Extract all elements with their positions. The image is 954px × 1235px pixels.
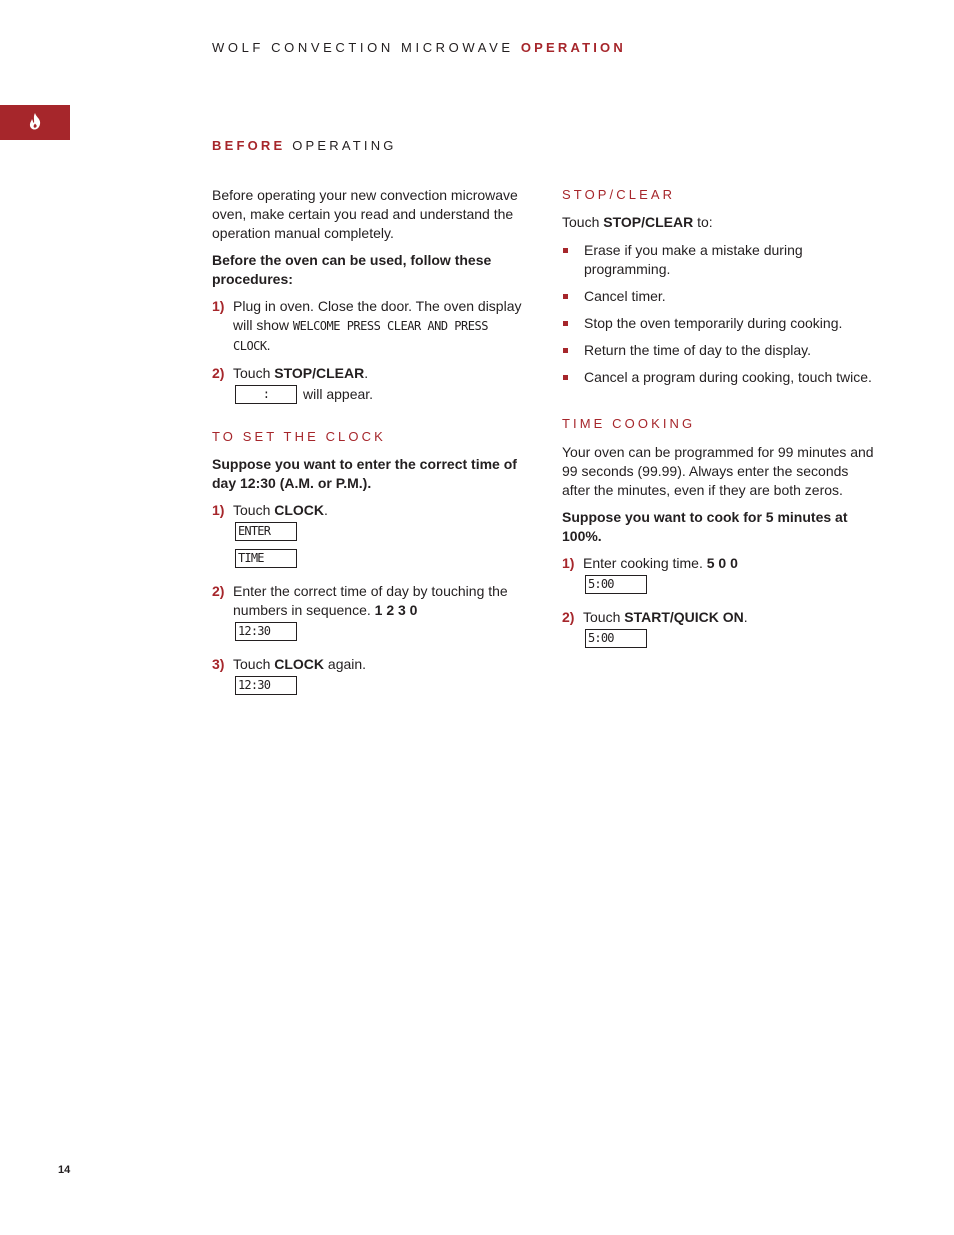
stop-clear-intro <box>562 213 878 232</box>
time-cooking-heading-text: Suppose you want to cook for 5 minutes at 100%. <box>562 509 848 544</box>
step-text <box>233 501 524 520</box>
clock-heading <box>212 455 524 493</box>
bullet-icon <box>563 321 568 326</box>
time-cooking-title: TIME COOKING <box>562 416 696 431</box>
list-item-text: Cancel timer. <box>584 288 666 304</box>
display-row <box>235 522 524 541</box>
intro-pre: Touch <box>562 214 604 230</box>
display-readout: WELCOME PRESS CLEAR AND PRESS CLOCK <box>233 319 488 353</box>
display-box: ENTER <box>235 522 297 541</box>
section-title <box>212 138 397 153</box>
display-row <box>585 629 878 648</box>
step-text <box>233 364 524 383</box>
step-number: 2) <box>212 365 225 381</box>
step-text <box>583 554 878 573</box>
flame-icon <box>28 113 42 130</box>
display-box: 12:30 <box>235 676 297 695</box>
time-cooking-heading <box>562 508 878 546</box>
step-number: 1) <box>212 298 225 314</box>
step-text-pre: Touch <box>233 656 275 672</box>
step-text <box>233 655 524 674</box>
stop-clear-title: STOP/CLEAR <box>562 187 676 202</box>
time-cooking-intro: Your oven can be programmed for 99 minutes and 99 seconds (99.99). Always enter the seconds after the minutes, even if they are both zeros. <box>562 444 874 498</box>
page-number: 14 <box>58 1164 71 1176</box>
clock-step <box>212 501 524 520</box>
section-title-rest: OPERATING <box>292 138 397 153</box>
step-key: CLOCK <box>274 502 325 518</box>
step-number: 1) <box>562 555 575 571</box>
clock-heading-text: Suppose you want to enter the correct time of day 12:30 (A.M. or P.M.). <box>212 456 517 491</box>
display-box: TIME <box>235 549 297 568</box>
step-text <box>233 297 524 356</box>
list-item <box>562 314 878 333</box>
procedures-heading <box>212 251 524 289</box>
display-row <box>585 575 878 594</box>
step-key: START/QUICK ON <box>624 609 744 625</box>
right-column <box>562 186 878 658</box>
section-tab <box>0 105 70 140</box>
step-text-post: again. <box>324 656 367 672</box>
running-header <box>212 40 626 55</box>
step-text-post: . <box>364 365 369 381</box>
procedures-heading-text: Before the oven can be used, follow these procedures: <box>212 252 492 287</box>
intro-paragraph: Before operating your new convection microwave oven, make certain you read and understand the operation manual completely. <box>212 187 518 241</box>
procedure-step <box>212 364 524 383</box>
list-item-text: Return the time of day to the display. <box>584 342 811 358</box>
step-text-post: . <box>266 337 271 353</box>
bullet-icon <box>563 248 568 253</box>
step-text-pre: Enter cooking time. <box>583 555 707 571</box>
list-item <box>562 241 878 279</box>
bullet-icon <box>563 294 568 299</box>
display-caption: will appear. <box>303 386 374 402</box>
bullet-icon <box>563 348 568 353</box>
display-box: 5:00 <box>585 575 647 594</box>
step-number: 3) <box>212 656 225 672</box>
display-box: : <box>235 385 297 404</box>
cooking-step <box>562 554 878 573</box>
list-item <box>562 341 878 360</box>
stop-clear-list <box>562 241 878 387</box>
intro-post: to: <box>693 214 713 230</box>
list-item-text: Cancel a program during cooking, touch twice. <box>584 369 872 385</box>
list-item-text: Stop the oven temporarily during cooking. <box>584 315 843 331</box>
section-title-accent: BEFORE <box>212 138 286 153</box>
step-text <box>233 582 524 620</box>
display-row <box>235 622 524 641</box>
step-number: 2) <box>212 583 225 599</box>
step-number: 2) <box>562 609 575 625</box>
step-key: STOP/CLEAR <box>274 365 365 381</box>
display-box: 12:30 <box>235 622 297 641</box>
step-key: CLOCK <box>274 656 325 672</box>
step-number: 1) <box>212 502 225 518</box>
clock-step <box>212 582 524 620</box>
header-prefix: WOLF CONVECTION MICROWAVE <box>212 40 514 55</box>
clock-step <box>212 655 524 674</box>
list-item <box>562 287 878 306</box>
step-text-pre: Enter the correct time of day by touching the numbers in sequence. <box>233 583 508 618</box>
step-text-pre: Plug in oven. Close the door. The oven display will show <box>233 298 522 333</box>
step-key: 5 0 0 <box>706 555 738 571</box>
step-text <box>583 608 878 627</box>
display-row <box>235 385 524 404</box>
bullet-icon <box>563 375 568 380</box>
step-text-post: . <box>324 502 328 518</box>
step-text-pre: Touch <box>233 365 275 381</box>
step-text-post: . <box>743 609 748 625</box>
step-text-pre: Touch <box>233 502 275 518</box>
list-item-text: Erase if you make a mistake during programming. <box>584 242 803 277</box>
clock-title: TO SET THE CLOCK <box>212 429 386 444</box>
header-accent: OPERATION <box>520 40 626 55</box>
display-box: 5:00 <box>585 629 647 648</box>
list-item <box>562 368 878 387</box>
procedure-step <box>212 297 524 356</box>
cooking-step <box>562 608 878 627</box>
step-key: 1 2 3 0 <box>374 602 418 618</box>
display-row <box>235 676 524 695</box>
left-column <box>212 186 524 705</box>
display-row <box>235 549 524 568</box>
step-text-pre: Touch <box>583 609 625 625</box>
intro-key: STOP/CLEAR <box>603 214 694 230</box>
